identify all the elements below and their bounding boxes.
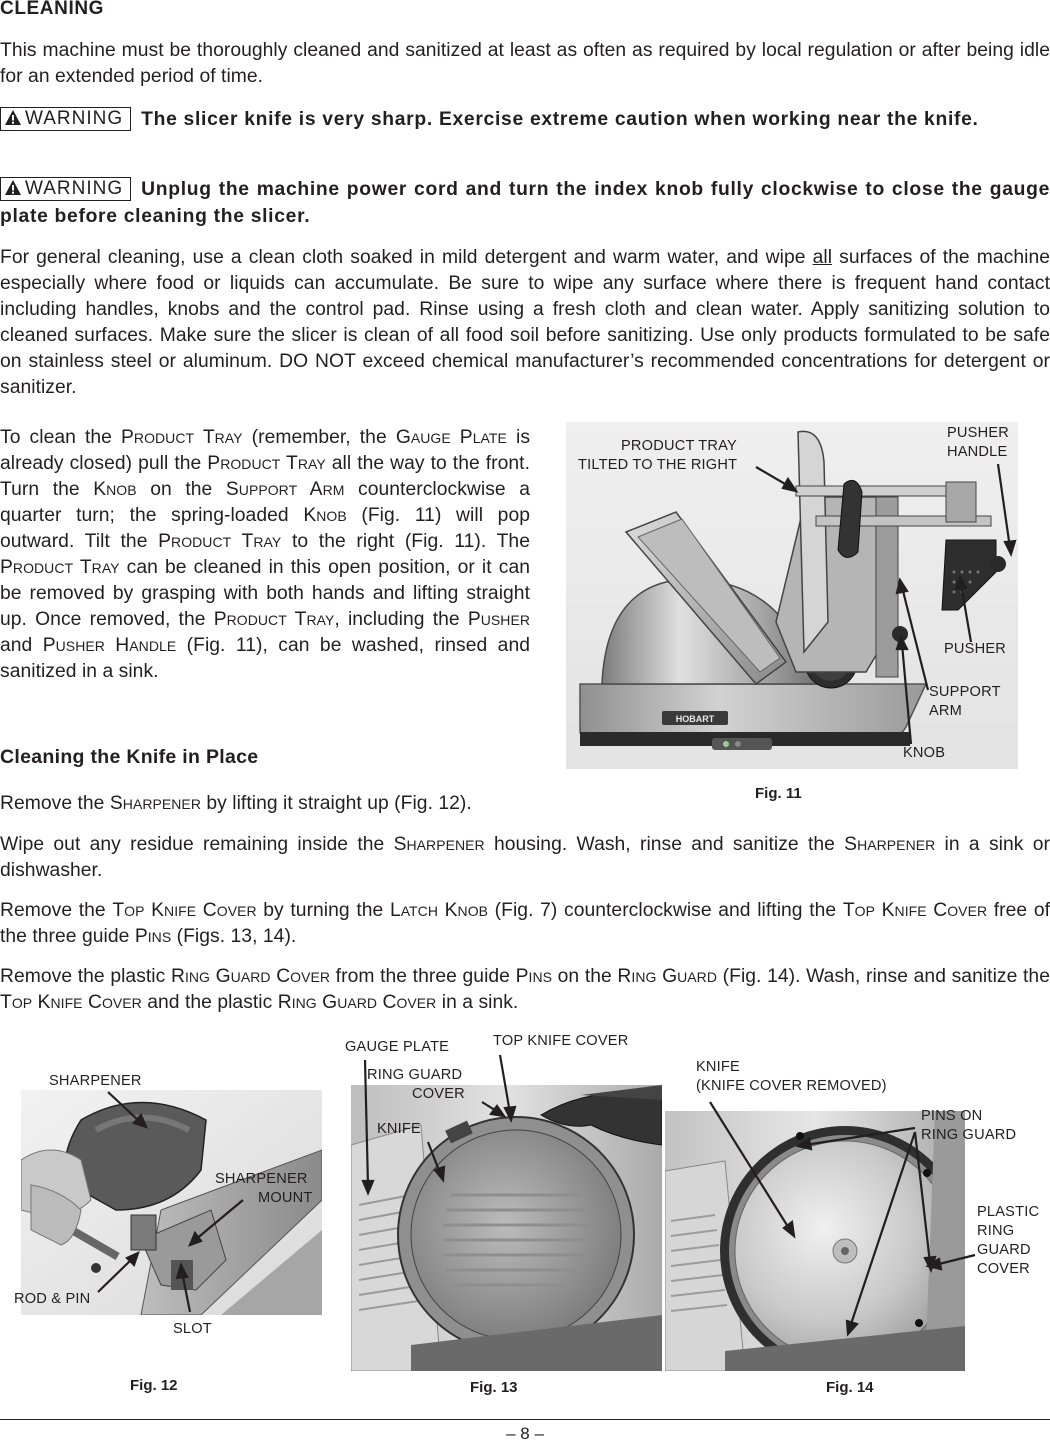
general-cleaning-paragraph: For general cleaning, use a clean cloth soaked in mild detergent and warm water, and wipe all surfaces of the machine especially where food or liquids can accumulate. Be sure to wipe any surface where there is frequent hand contact including handles, knobs and the control pad. Rinse using a fresh cloth and clean water. Apply sanitizing solution to cleaned surfaces. Make sure the slicer is clean of all food soil before sanitizing. Use only products formulated to be safe on stainless steel or aluminum. DO NOT exceed chemical manufacturer’s recommended concentrations for detergent or sanitizer.	[0, 247, 1050, 398]
term: Product Tray	[213, 609, 335, 630]
fig14-label-pins-2: RING GUARD	[921, 1127, 1017, 1143]
term: Pins	[134, 926, 172, 947]
fig13-label-knife: KNIFE	[377, 1121, 421, 1137]
warning-unplug	[0, 176, 1050, 230]
page-number: – 8 –	[506, 1424, 544, 1443]
term: Top Knife Cover	[0, 992, 142, 1013]
fig11-label-product-tray: PRODUCT TRAY	[621, 438, 737, 454]
warning-triangle-icon	[4, 179, 22, 196]
section-title: CLEANING	[0, 0, 105, 19]
fig12-label-slot: SLOT	[173, 1321, 212, 1337]
term: Ring Guard Cover	[277, 992, 437, 1013]
term: Knob	[93, 479, 137, 500]
fig14-label-plastic-3: GUARD	[977, 1242, 1031, 1258]
term: Top Knife Cover	[842, 900, 988, 921]
term: Pusher Handle	[42, 635, 177, 656]
fig14-caption: Fig. 14	[826, 1379, 874, 1396]
term: Product Tray	[207, 453, 326, 474]
warning-triangle-icon	[4, 109, 22, 126]
term: Product Tray	[121, 427, 243, 448]
warning-knife-text: The slicer knife is very sharp. Exercise extreme caution when working near the knife.	[141, 109, 979, 130]
intro-paragraph: This machine must be thoroughly cleaned and sanitized at least as often as required by local regulation or after being idle for an extended period of time.	[0, 40, 1050, 87]
fig13-label-ring-guard-1: RING GUARD	[367, 1067, 463, 1083]
fig11-label-tilted: TILTED TO THE RIGHT	[578, 457, 738, 473]
fig12-label-rod-pin: ROD & PIN	[14, 1291, 91, 1307]
fig11-label-knob: KNOB	[903, 745, 946, 761]
warning-knife	[0, 106, 1050, 133]
ring-guard-paragraph: Remove the plastic Ring Guard Cover from the three guide Pins on the Ring Guard (Fig. 14). Wash, rinse and sanitize the Top Knife Cover and the plastic Ring Guard Cover in a sink.	[0, 966, 1050, 1013]
fig11-caption: Fig. 11	[755, 785, 802, 802]
fig12-caption: Fig. 12	[130, 1377, 178, 1394]
term: Ring Guard Cover	[170, 966, 331, 987]
wipe-paragraph: Wipe out any residue remaining inside the Sharpener housing. Wash, rinse and sanitize the Sharpener in a sink or dishwasher.	[0, 834, 1050, 881]
term: Sharpener	[844, 834, 936, 855]
warning-badge: WARNING	[0, 107, 131, 131]
warning-unplug-text: Unplug the machine power cord and turn the index knob fully clockwise to close the gauge plate before cleaning the slicer.	[0, 179, 1050, 227]
term: Knob	[303, 505, 347, 526]
fig11-label-pusher-handle-1: PUSHER	[947, 425, 1010, 441]
term: Top Knife Cover	[112, 900, 257, 921]
term: Sharpener	[393, 834, 485, 855]
term: Sharpener	[109, 793, 201, 814]
fig12-label-mount-1: SHARPENER	[215, 1171, 308, 1187]
term: Ring Guard	[617, 966, 717, 987]
fig11-label-support-arm-1: SUPPORT	[929, 684, 1001, 700]
fig13-caption: Fig. 13	[470, 1379, 518, 1396]
term: Pusher	[467, 609, 530, 630]
fig14-label-knife-2: (KNIFE COVER REMOVED)	[696, 1078, 887, 1094]
fig13-label-gauge-plate: GAUGE PLATE	[345, 1039, 450, 1055]
fig13-label-ring-guard-2: COVER	[412, 1086, 465, 1102]
term: Support Arm	[225, 479, 345, 500]
footer-rule	[0, 1419, 1050, 1420]
warning-badge: WARNING	[0, 177, 131, 201]
subsection-title: Cleaning the Knife in Place	[0, 746, 259, 768]
fig11-label-pusher: PUSHER	[944, 641, 1007, 657]
fig12-label-mount-2: MOUNT	[258, 1190, 313, 1206]
fig12-label-sharpener: SHARPENER	[49, 1073, 142, 1089]
cover-paragraph: Remove the Top Knife Cover by turning the Latch Knob (Fig. 7) counterclockwise and lifting the Top Knife Cover free of the three guide Pins (Figs. 13, 14).	[0, 900, 1050, 947]
term: Latch Knob	[389, 900, 489, 921]
term: Product Tray	[158, 531, 282, 552]
fig13-label-top-knife-cover: TOP KNIFE COVER	[493, 1033, 629, 1049]
term: Gauge Plate	[395, 427, 507, 448]
fig14-label-plastic-4: COVER	[977, 1261, 1030, 1277]
fig14-label-knife-1: KNIFE	[696, 1059, 740, 1075]
fig11-leaders	[566, 422, 1036, 769]
fig11-label-pusher-handle-2: HANDLE	[947, 444, 1008, 460]
product-tray-paragraph: To clean the Product Tray (remember, the Gauge Plate is already closed) pull the Product Tray all the way to the front. Turn the Knob on the Support Arm counterclockwise a quarter turn; the spring-loaded Knob (Fig. 11) will pop outward. Tilt the Product Tray to the right (Fig. 11). The Product Tray can be cleaned in this open position, or it can be removed by grasping with both hands and lifting straight up. Once removed, the Product Tray, including the Pusher and Pusher Handle (Fig. 11), can be washed, rinsed and sanitized in a sink.	[0, 427, 531, 682]
fig14-label-plastic-1: PLASTIC	[977, 1204, 1040, 1220]
sharpener-paragraph: Remove the Sharpener by lifting it straight up (Fig. 12).	[0, 793, 472, 814]
term: Product Tray	[0, 557, 120, 578]
term: Pins	[515, 966, 552, 987]
fig14-label-pins-1: PINS ON	[921, 1108, 983, 1124]
svg-text:HOBART: HOBART	[675, 714, 715, 724]
fig14-label-plastic-2: RING	[977, 1223, 1015, 1239]
fig11-label-support-arm-2: ARM	[929, 703, 963, 719]
